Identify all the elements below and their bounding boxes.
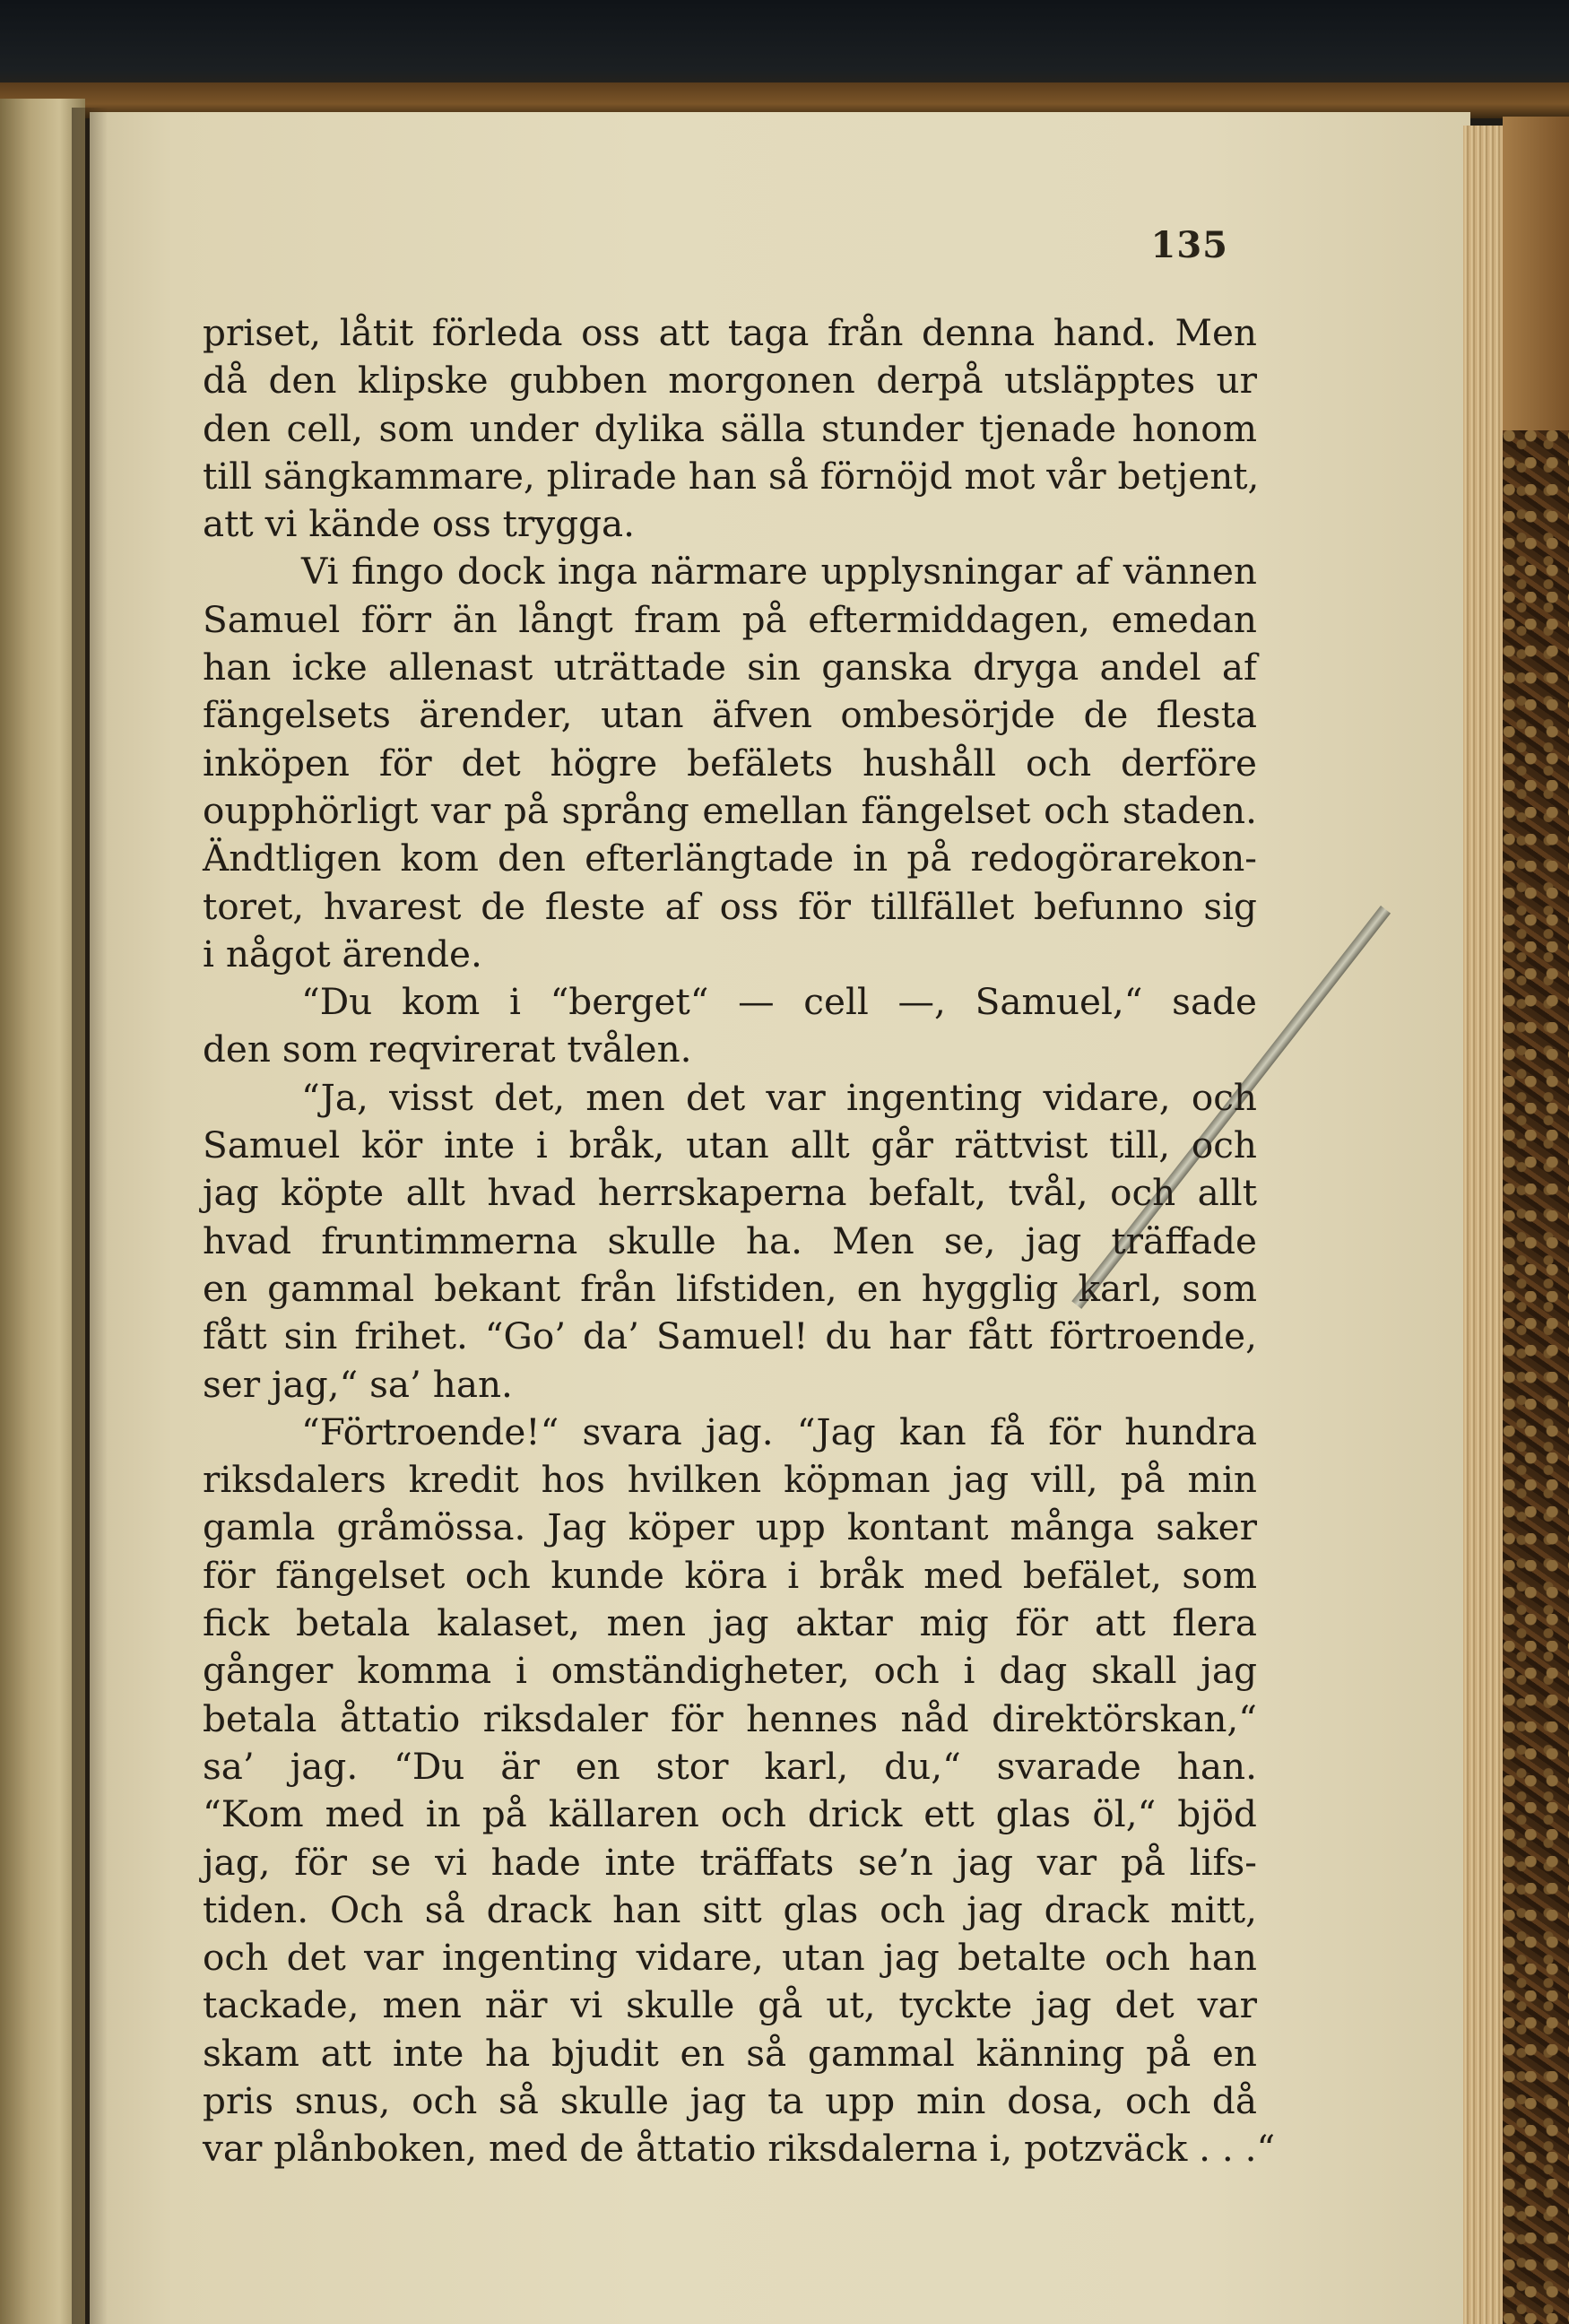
text-line: “Du kom i “berget“ — cell —, Samuel,“ sade <box>301 980 1257 1024</box>
text-line: den som reqvirerat tvålen. <box>203 1028 692 1071</box>
text-line: Ändtligen kom den efterlängtade in på redogörarekon- <box>203 837 1257 880</box>
page-edges <box>1463 126 1504 2324</box>
text-line: Samuel förr än långt fram på eftermiddagen, emedan <box>203 597 1257 641</box>
body-text <box>203 309 1276 2173</box>
text-line: ser jag,“ sa’ han. <box>203 1362 513 1406</box>
text-line: toret, hvarest de fleste af oss för tillfället befunno sig <box>203 884 1257 928</box>
text-line: skam att inte ha bjudit en så gammal känning på en <box>203 2031 1257 2075</box>
text-line: oupphörligt var på språng emellan fängelset och staden. <box>203 788 1257 832</box>
marbled-cover <box>1503 430 1569 2324</box>
text-line: en gammal bekant från lifstiden, en hygglig karl, som <box>203 1266 1257 1310</box>
text-line: “Ja, visst det, men det var ingenting vidare, och <box>301 1075 1257 1119</box>
book-cover-leather <box>1503 117 1569 430</box>
text-line: betala åttatio riksdaler för hennes nåd direktörskan,“ <box>203 1696 1257 1740</box>
text-line: “Kom med in på källaren och drick ett glas öl,“ bjöd <box>203 1792 1257 1836</box>
text-line: fängelsets ärender, utan äfven ombesörjde de flesta <box>203 693 1257 737</box>
text-line: Samuel kör inte i bråk, utan allt går rättvist till, och <box>203 1123 1257 1167</box>
text-line: “Förtroende!“ svara jag. “Jag kan få för hundra <box>301 1409 1257 1453</box>
text-line: den cell, som under dylika sälla stunder tjenade honom <box>203 406 1257 450</box>
text-line: gånger komma i omständigheter, och i dag skall jag <box>203 1649 1257 1693</box>
text-line: jag, för se vi hade inte träffats se’n jag var på lifs- <box>203 1840 1257 1884</box>
page-number: 135 <box>1150 224 1228 266</box>
text-line: fått sin frihet. “Go’ da’ Samuel! du har fått förtroende, <box>203 1314 1257 1358</box>
text-line: då den klipske gubben morgonen derpå utsläpptes ur <box>203 359 1257 403</box>
text-line: fick betala kalaset, men jag aktar mig för att flera <box>203 1601 1257 1645</box>
text-line: riksdalers kredit hos hvilken köpman jag vill, på min <box>203 1458 1257 1502</box>
text-line: till sängkammare, plirade han så förnöjd mot vår betjent, <box>203 454 1260 498</box>
text-line: pris snus, och så skulle jag ta upp min dosa, och då <box>203 2078 1257 2122</box>
text-line: inköpen för det högre befälets hushåll och derföre <box>203 741 1257 785</box>
text-line: jag köpte allt hvad herrskaperna befalt, tvål, och allt <box>203 1171 1257 1215</box>
text-line: sa’ jag. “Du är en stor karl, du,“ svarade han. <box>203 1744 1257 1788</box>
text-line: hvad fruntimmerna skulle ha. Men se, jag träffade <box>203 1218 1257 1262</box>
spine-shadow <box>72 108 108 2324</box>
text-line: Vi fingo dock inga närmare upplysningar af vännen <box>301 550 1257 594</box>
text-line: var plånboken, med de åttatio riksdalerna i, potzväck . . .“ <box>203 2127 1276 2171</box>
text-line: priset, låtit förleda oss att taga från denna hand. Men <box>203 311 1257 354</box>
text-line: i något ärende. <box>203 932 482 976</box>
text-line: att vi kände oss trygga. <box>203 502 636 546</box>
text-line: och det var ingenting vidare, utan jag betalte och han <box>203 1936 1257 1980</box>
text-line: han icke allenast uträttade sin ganska dryga andel af <box>203 646 1257 689</box>
text-line: gamla gråmössa. Jag köper upp kontant många saker <box>203 1505 1257 1549</box>
text-line: tiden. Och så drack han sitt glas och jag drack mitt, <box>203 1887 1257 1931</box>
text-line: tackade, men när vi skulle gå ut, tyckte jag det var <box>203 1983 1257 2027</box>
text-line: för fängelset och kunde köra i bråk med befälet, som <box>203 1553 1257 1597</box>
